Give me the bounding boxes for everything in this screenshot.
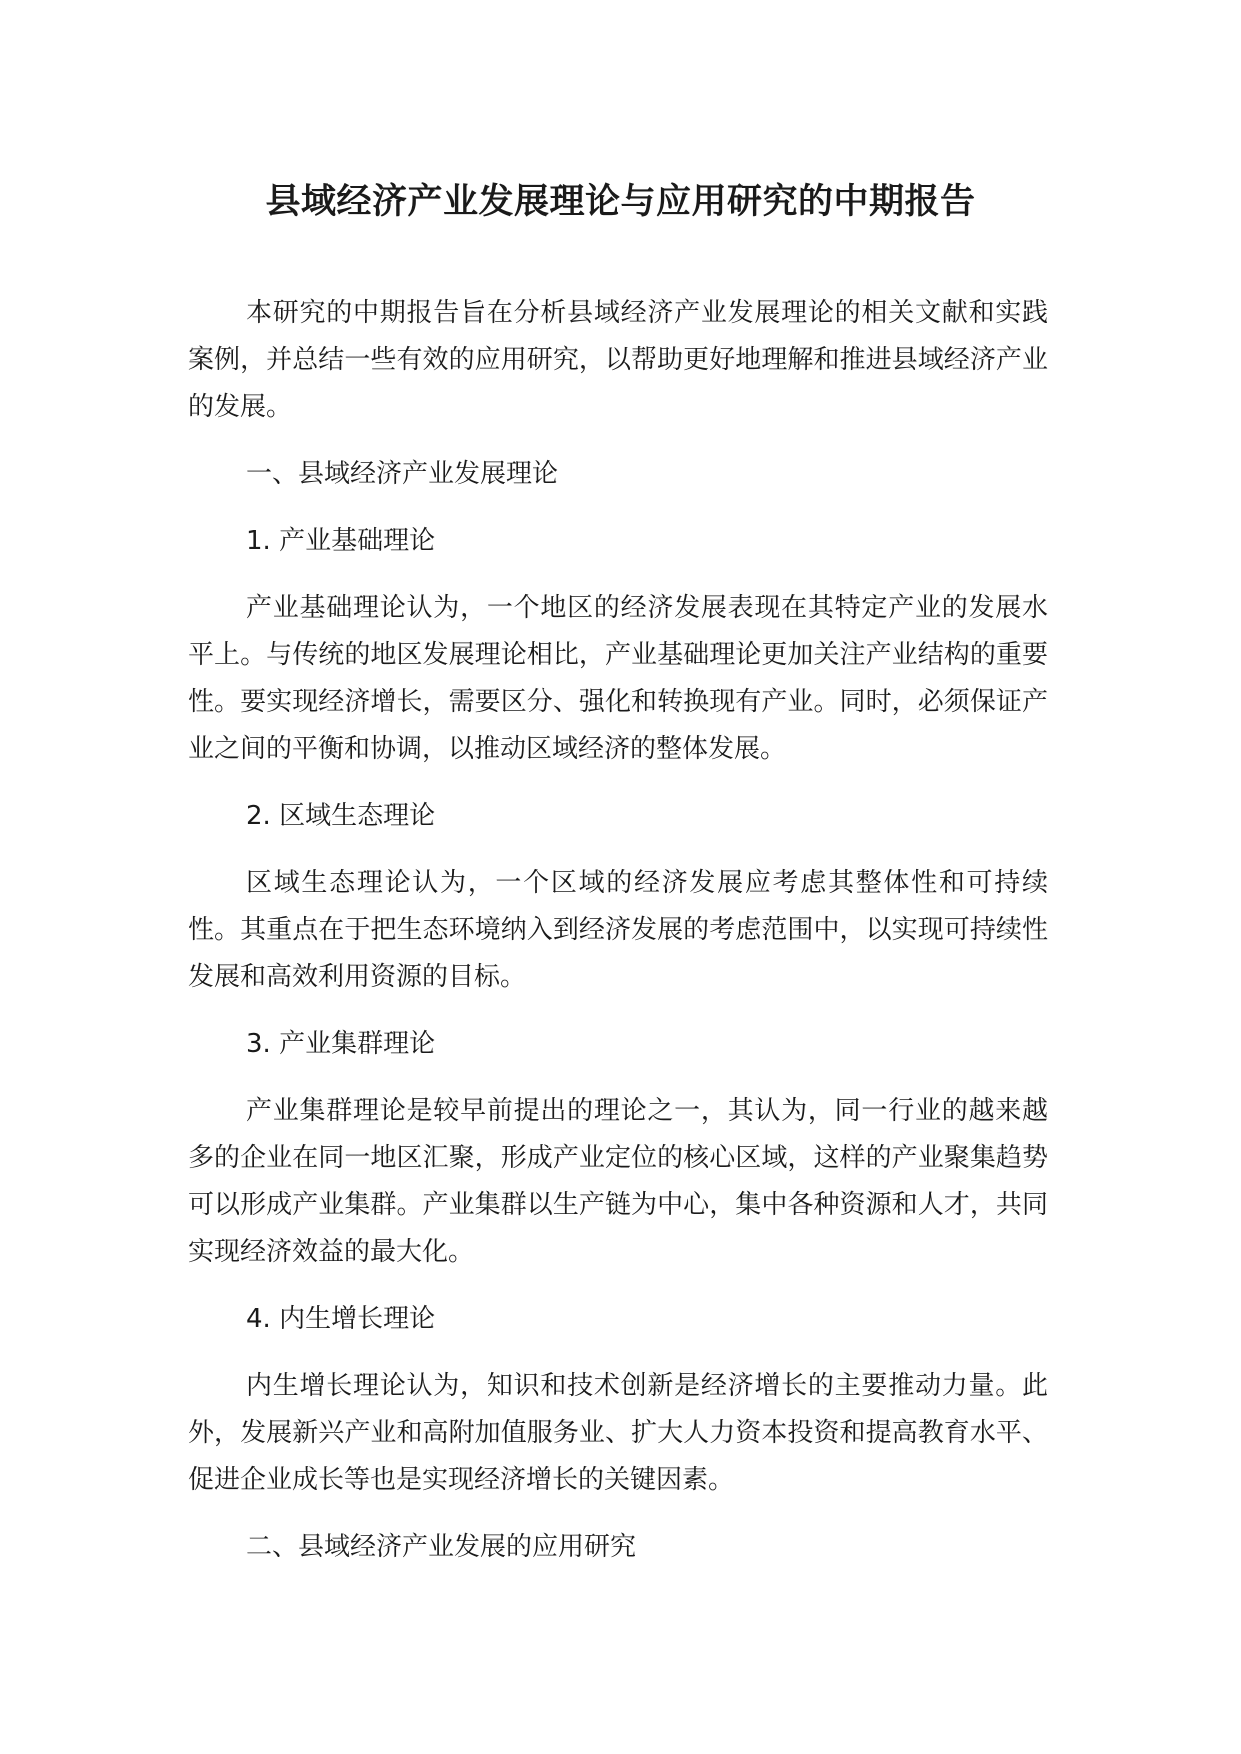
subheading-industrial-base-theory: 1. 产业基础理论	[246, 526, 436, 556]
subheading-endogenous-growth-theory: 4. 内生增长理论	[246, 1304, 436, 1334]
paragraph-industrial-base-theory: 产业基础理论认为，一个地区的经济发展表现在其特定产业的发展水平上。与传统的地区发展理论相比，产业基础理论更加关注产业结构的重要性。要实现经济增长，需要区分、强化和转换现有产业。同时，必须保证产业之间的平衡和协调，以推动区域经济的整体发展。	[188, 593, 1048, 764]
paragraph-regional-ecology-theory: 区域生态理论认为，一个区域的经济发展应考虑其整体性和可持续性。其重点在于把生态环境纳入到经济发展的考虑范围中，以实现可持续性发展和高效利用资源的目标。	[188, 868, 1048, 992]
intro-paragraph: 本研究的中期报告旨在分析县域经济产业发展理论的相关文献和实践案例，并总结一些有效的应用研究，以帮助更好地理解和推进县域经济产业的发展。	[188, 298, 1048, 422]
paragraph-industrial-cluster-theory: 产业集群理论是较早前提出的理论之一，其认为，同一行业的越来越多的企业在同一地区汇聚，形成产业定位的核心区域，这样的产业聚集趋势可以形成产业集群。产业集群以生产链为中心，集中各种资源和人才，共同实现经济效益的最大化。	[188, 1096, 1048, 1267]
document-body	[188, 290, 1048, 1591]
section-heading-theory: 一、县域经济产业发展理论	[246, 459, 559, 489]
paragraph-endogenous-growth-theory: 内生增长理论认为，知识和技术创新是经济增长的主要推动力量。此外，发展新兴产业和高附加值服务业、扩大人力资本投资和提高教育水平、促进企业成长等也是实现经济增长的关键因素。	[188, 1371, 1048, 1495]
subheading-regional-ecology-theory: 2. 区域生态理论	[246, 801, 436, 831]
document-title: 县域经济产业发展理论与应用研究的中期报告	[265, 182, 976, 222]
section-heading-application-research: 二、县域经济产业发展的应用研究	[246, 1532, 637, 1562]
subheading-industrial-cluster-theory: 3. 产业集群理论	[246, 1029, 436, 1059]
